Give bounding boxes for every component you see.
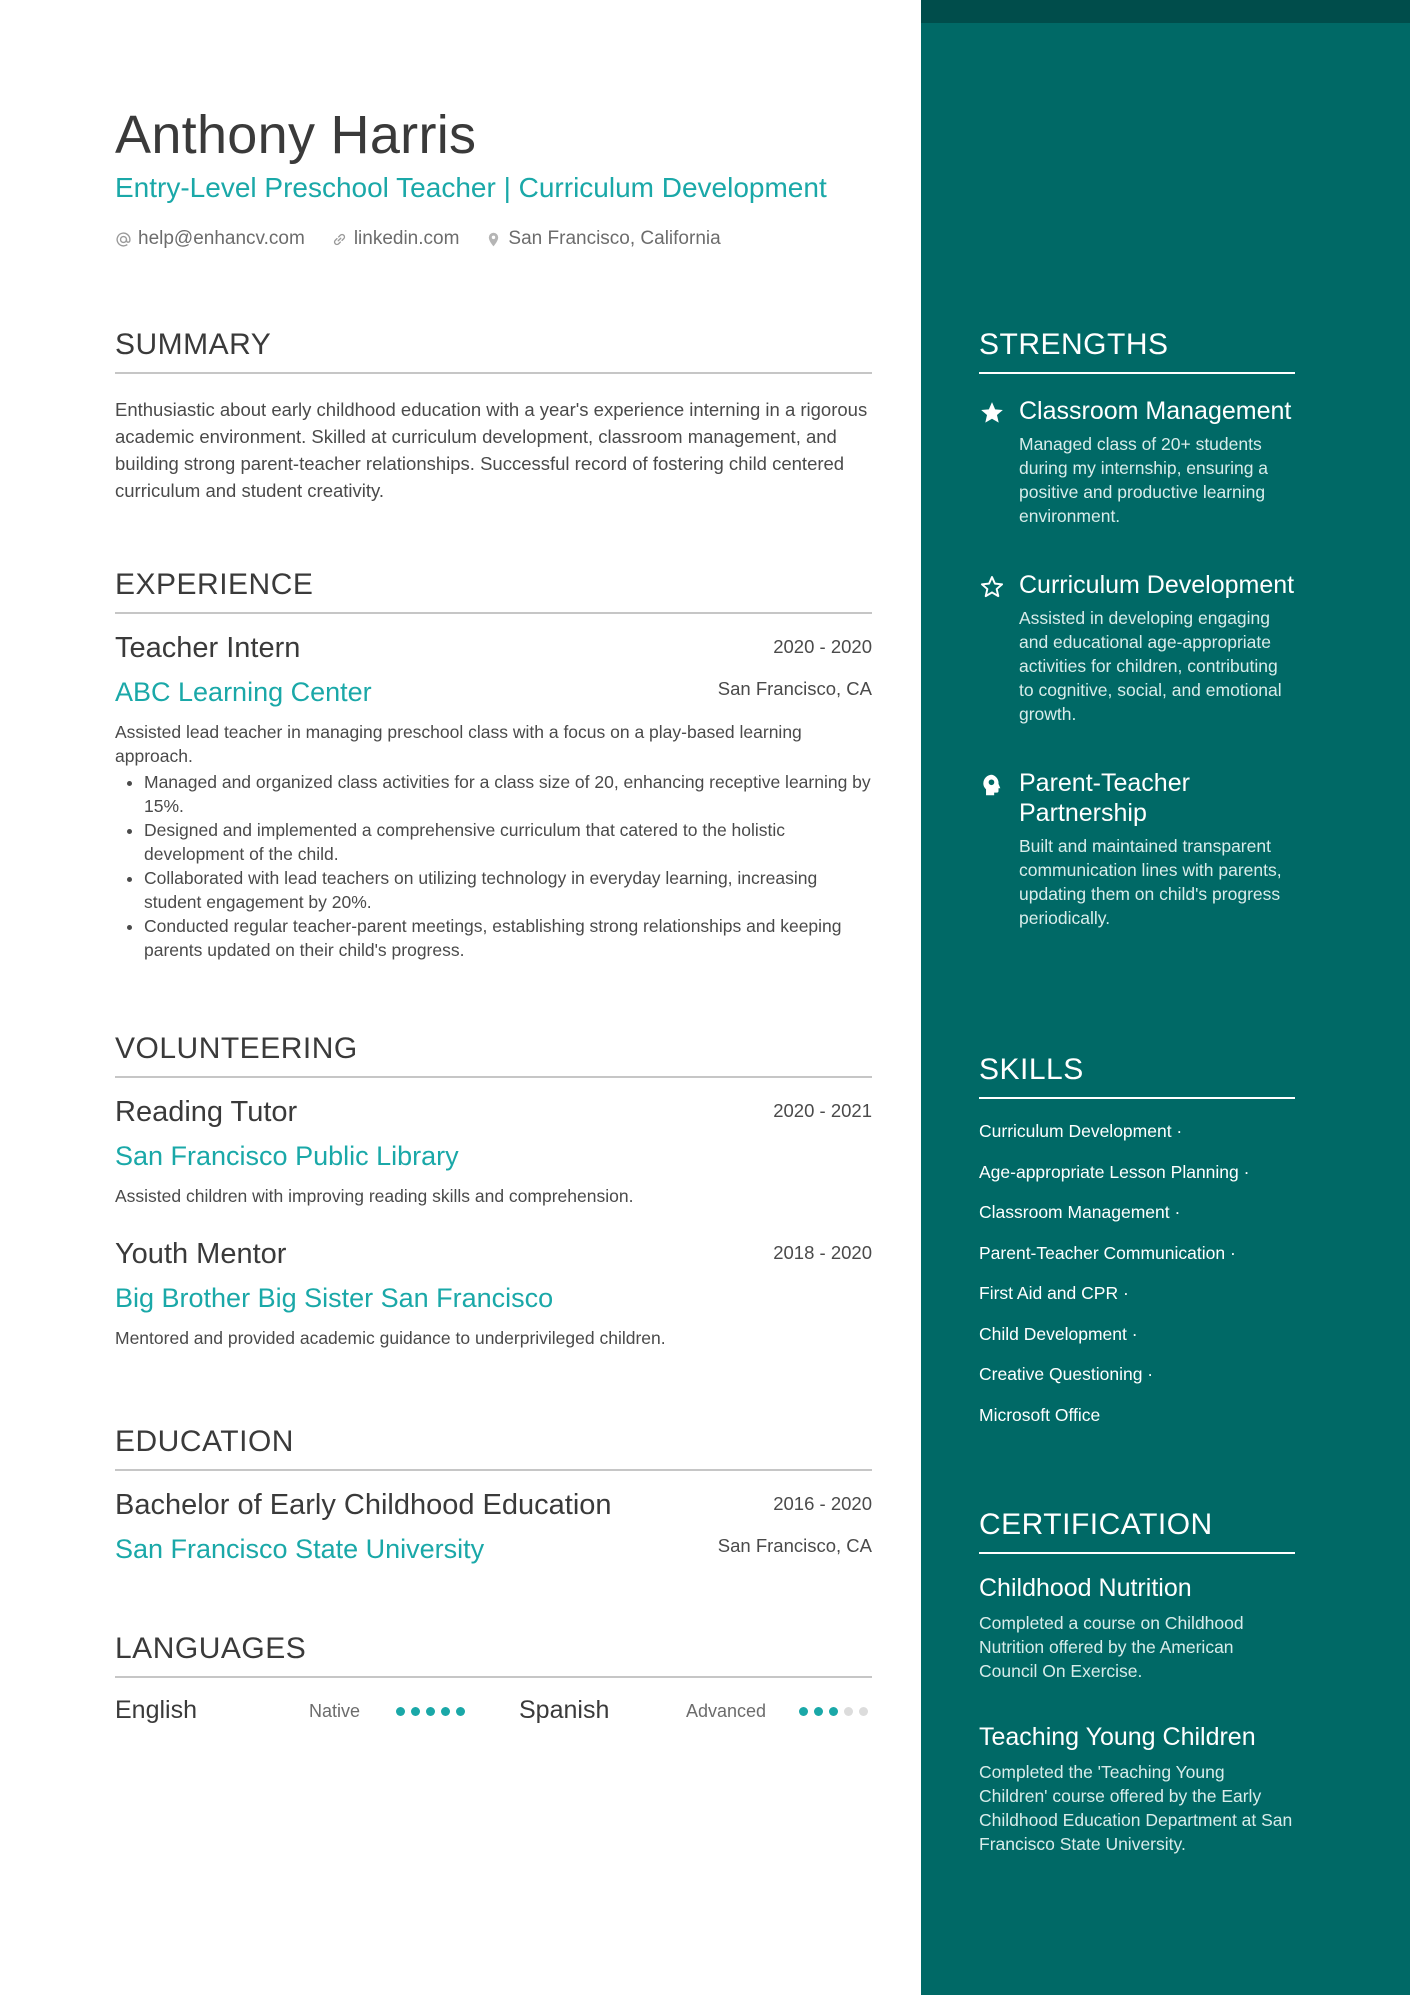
language-level: Advanced bbox=[686, 1701, 767, 1721]
job-bullet: • Collaborated with lead teachers on utilizing technology in everyday learning, increasing student engagement by 20%. bbox=[144, 866, 872, 914]
location-pin-icon bbox=[485, 231, 502, 248]
volunteer-org: San Francisco Public Library bbox=[115, 1141, 459, 1171]
strength-item bbox=[979, 396, 1295, 528]
contact-email[interactable] bbox=[115, 228, 305, 250]
head-bulb-icon bbox=[979, 772, 1005, 798]
experience-section bbox=[115, 568, 872, 962]
skill-item: Microsoft Office bbox=[979, 1404, 1101, 1425]
experience-heading: EXPERIENCE bbox=[115, 568, 872, 614]
job-bullet: • Managed and organized class activities for a class size of 20, enhancing receptive learning by 15%. bbox=[144, 770, 872, 818]
skill-item: First Aid and CPR · bbox=[979, 1283, 1129, 1303]
languages-row bbox=[115, 1696, 872, 1730]
sidebar-top-bar bbox=[921, 0, 1410, 23]
volunteer-entry bbox=[115, 1096, 872, 1208]
volunteer-description: Mentored and provided academic guidance to underprivileged children. bbox=[115, 1328, 666, 1348]
education-dates: 2016 - 2020 bbox=[773, 1493, 872, 1514]
job-title: Teacher Intern bbox=[115, 632, 301, 664]
certification-title: Childhood Nutrition bbox=[979, 1574, 1192, 1602]
school: San Francisco State University bbox=[115, 1534, 485, 1564]
rating-dot bbox=[396, 1707, 405, 1716]
volunteer-org: Big Brother Big Sister San Francisco bbox=[115, 1283, 554, 1313]
volunteering-section bbox=[115, 1032, 872, 1350]
rating-dot bbox=[829, 1707, 838, 1716]
linkedin-text: linkedin.com bbox=[353, 228, 460, 249]
contact-location bbox=[485, 228, 720, 250]
strength-item bbox=[979, 570, 1295, 726]
volunteer-role: Youth Mentor bbox=[115, 1238, 287, 1270]
job-location: San Francisco, CA bbox=[717, 678, 872, 699]
rating-dot bbox=[814, 1707, 823, 1716]
volunteering-heading: VOLUNTEERING bbox=[115, 1032, 872, 1078]
strength-description: Managed class of 20+ students during my internship, ensuring a positive and productive learning environment. bbox=[1019, 434, 1269, 526]
link-icon bbox=[331, 231, 348, 248]
education-heading: EDUCATION bbox=[115, 1425, 872, 1471]
volunteer-entry bbox=[115, 1238, 872, 1350]
degree: Bachelor of Early Childhood Education bbox=[115, 1489, 612, 1521]
skill-item: Classroom Management · bbox=[979, 1202, 1181, 1222]
volunteer-description: Assisted children with improving reading skills and comprehension. bbox=[115, 1186, 634, 1206]
location-text: San Francisco, California bbox=[508, 228, 721, 249]
star-filled-icon bbox=[979, 400, 1005, 426]
rating-dot bbox=[441, 1707, 450, 1716]
language-rating bbox=[396, 1707, 465, 1716]
language-name: English bbox=[115, 1696, 197, 1724]
strength-item bbox=[979, 768, 1295, 930]
rating-dot bbox=[844, 1707, 853, 1716]
star-outline-icon bbox=[979, 574, 1005, 600]
volunteer-dates: 2020 - 2021 bbox=[773, 1100, 872, 1121]
strength-description: Built and maintained transparent communication lines with parents, updating them on child's progress periodically. bbox=[1019, 836, 1282, 928]
email-text: help@enhancv.com bbox=[138, 228, 305, 249]
strength-description: Assisted in developing engaging and educational age-appropriate activities for children, contributing to cognitive, social, and emotional growth. bbox=[1019, 608, 1282, 724]
certification-heading: CERTIFICATION bbox=[979, 1508, 1295, 1554]
skills-section bbox=[979, 1053, 1295, 1443]
skills-list bbox=[979, 1119, 1295, 1443]
language-name: Spanish bbox=[519, 1696, 610, 1724]
education-section bbox=[115, 1425, 872, 1565]
certification-item bbox=[979, 1574, 1295, 1683]
languages-heading: LANGUAGES bbox=[115, 1632, 872, 1678]
skill-item: Parent-Teacher Communication · bbox=[979, 1242, 1236, 1263]
volunteer-dates: 2018 - 2020 bbox=[773, 1242, 872, 1263]
certification-description: Completed a course on Childhood Nutrition offered by the American Council On Exercise. bbox=[979, 1613, 1244, 1681]
education-location: San Francisco, CA bbox=[717, 1535, 872, 1556]
strength-title: Parent-Teacher Partnership bbox=[1019, 769, 1190, 827]
strength-title: Classroom Management bbox=[1019, 397, 1292, 425]
languages-section bbox=[115, 1632, 872, 1730]
job-bullet: • Conducted regular teacher-parent meetings, establishing strong relationships and keeping parents updated on their child's progress. bbox=[144, 914, 872, 962]
education-entry bbox=[115, 1489, 872, 1565]
job-company: ABC Learning Center bbox=[115, 677, 372, 707]
certification-section bbox=[979, 1508, 1295, 1856]
candidate-name: Anthony Harris bbox=[115, 105, 477, 165]
contact-linkedin[interactable] bbox=[331, 228, 460, 250]
job-bullets bbox=[115, 770, 872, 962]
rating-dot bbox=[456, 1707, 465, 1716]
summary-heading: SUMMARY bbox=[115, 328, 872, 374]
strength-title: Curriculum Development bbox=[1019, 571, 1295, 599]
skill-item: Creative Questioning · bbox=[979, 1364, 1154, 1384]
volunteer-role: Reading Tutor bbox=[115, 1096, 298, 1128]
summary-section bbox=[115, 328, 872, 504]
headline: Entry-Level Preschool Teacher | Curriculum Development bbox=[115, 172, 827, 203]
job-dates: 2020 - 2020 bbox=[773, 636, 872, 657]
certification-title: Teaching Young Children bbox=[979, 1723, 1256, 1751]
rating-dot bbox=[799, 1707, 808, 1716]
skills-heading: SKILLS bbox=[979, 1053, 1295, 1099]
experience-entry bbox=[115, 632, 872, 962]
summary-text: Enthusiastic about early childhood education with a year's experience interning in a rigorous academic environment. Skilled at curriculum development, classroom management, and building strong parent-teacher relationships. Successful record of fostering child centered curriculum and student creativity. bbox=[115, 399, 868, 501]
language-level: Native bbox=[309, 1701, 361, 1721]
job-description: Assisted lead teacher in managing preschool class with a focus on a play-based learning approach. bbox=[115, 722, 802, 766]
skill-item: Child Development · bbox=[979, 1323, 1138, 1344]
language-rating bbox=[799, 1707, 868, 1716]
contact-row bbox=[115, 228, 721, 250]
skill-item: Curriculum Development · bbox=[979, 1121, 1183, 1141]
rating-dot bbox=[426, 1707, 435, 1716]
strengths-heading: STRENGTHS bbox=[979, 328, 1295, 374]
job-bullet: • Designed and implemented a comprehensive curriculum that catered to the holistic development of the child. bbox=[144, 818, 872, 866]
strengths-section bbox=[979, 328, 1295, 930]
certification-description: Completed the 'Teaching Young Children' course offered by the Early Childhood Education Department at San Francisco State University. bbox=[979, 1762, 1293, 1854]
certification-item bbox=[979, 1723, 1295, 1856]
skill-item: Age-appropriate Lesson Planning · bbox=[979, 1161, 1250, 1182]
rating-dot bbox=[859, 1707, 868, 1716]
rating-dot bbox=[411, 1707, 420, 1716]
sidebar bbox=[921, 0, 1410, 1995]
at-icon bbox=[115, 231, 132, 248]
